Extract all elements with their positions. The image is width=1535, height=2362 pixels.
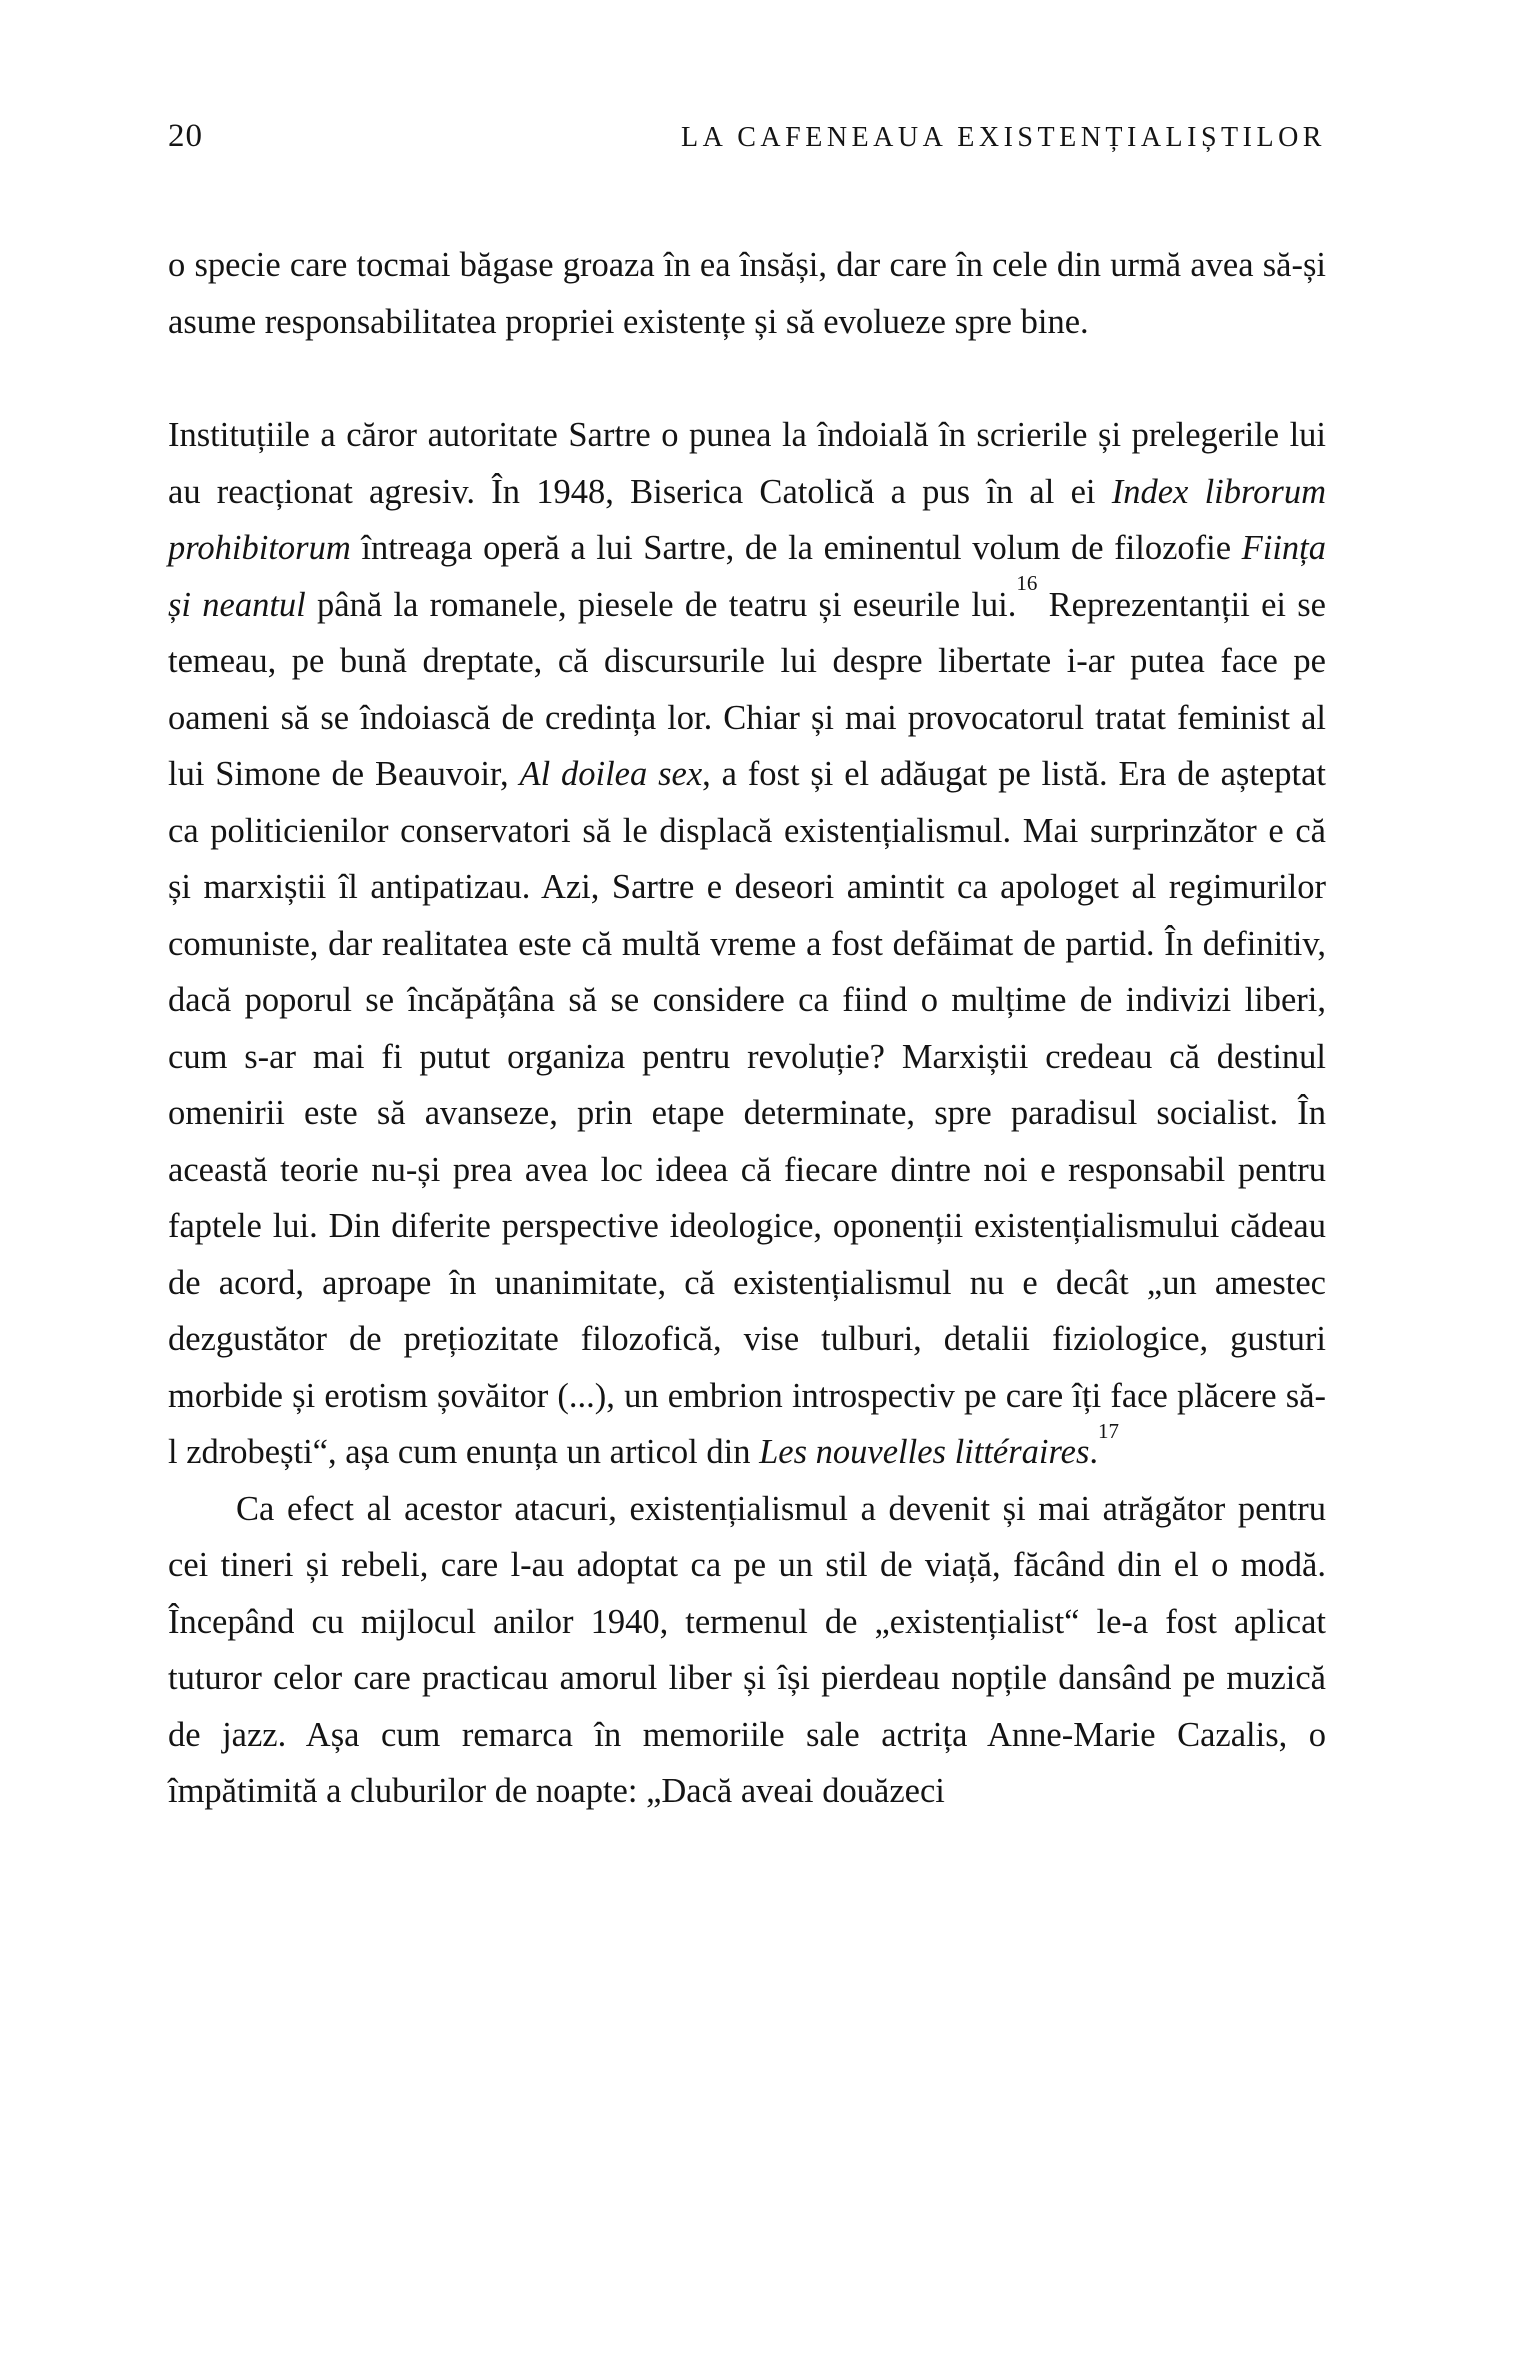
work-title-italic: Index librorum prohibitorum [168,472,1326,567]
page-body [168,237,1326,1820]
text-run: o specie care tocmai băgase groaza în ea însăși, dar care în cele din urmă avea să-și asume responsabilitatea propriei existențe și să evolueze spre bine. [168,246,1326,341]
work-title-italic: Les nouvelles littéraires [759,1433,1090,1471]
page-number: 20 [168,118,203,154]
text-run: întreaga operă a lui Sartre, de la eminentul volum de filozofie [350,529,1242,567]
text-run: Instituțiile a căror autoritate Sartre o punea la îndoială în scrierile și prelegerile lui au reacționat agresiv. În 1948, Biserica Catolică a pus în al ei [168,416,1326,511]
text-run: până la romanele, piesele de teatru și eseurile lui. [305,585,1017,624]
body-paragraph [168,237,1326,350]
body-paragraph [168,1481,1326,1820]
text-run: Ca efect al acestor atacuri, existențialismul a devenit și mai atrăgător pentru cei tineri și rebeli, care l-au adoptat ca pe un stil de viață, făcând din el o modă. Începând cu mijlocul anilor 1940, termenul de „existențialist“ le-a fost aplicat tuturor celor care practicau amorul liber și își pierdeau nopțile dansând pe muzică de jazz. Așa cum remarca în memoriile sale actrița Anne-Marie Cazalis, o împătimită a cluburilor de noapte: „Dacă aveai douăzeci [168,1489,1326,1810]
text-run: Reprezentanții ei se temeau, pe bună dreptate, că discursurile lui despre libertate i-ar putea face pe oameni să se îndoiască de credința lor. Chiar și mai provocatorul tratat feminist al lui Simone de Beauvoir, [168,585,1326,793]
footnote-reference: 16 [1016,571,1038,595]
footnote-reference: 17 [1098,1418,1119,1443]
running-head-title: LA CAFENEAUA EXISTENȚIALIȘTILOR [680,122,1326,153]
work-title-italic: Ființa și neantul [168,529,1326,624]
running-header [168,118,1326,155]
text-run: , a fost și el adăugat pe listă. Era de așteptat ca politicienilor conservatori să le displacă existențialismul. Mai surprinzător e că și marxiștii îl antipatizau. Azi, Sartre e deseori amintit ca apologet al regimurilor comuniste, dar realitatea este că multă vreme a fost defăimat de partid. În definitiv, dacă poporul se încăpățâna să se considere ca fiind o mulțime de indivizi liberi, cum s-ar mai fi putut organiza pentru revoluție? Marxiștii credeau că destinul omenirii este să avanseze, prin etape determinate, spre paradisul socialist. În această teorie nu-și prea avea loc ideea că fiecare dintre noi e responsabil pentru faptele lui. Din diferite perspective ideologice, oponenții existențialismului cădeau de acord, aproape în unanimitate, că existențialismul nu e decât „un amestec dezgustător de prețiozitate filozofică, vise tulburi, detalii fiziologice, gusturi morbide și erotism șovăitor (...), un embrion introspectiv pe care îți face plăcere să-l zdrobești“, așa cum enunța un articol din [168,755,1326,1471]
work-title-italic: Al doilea sex [519,755,703,793]
text-run: . [1089,1433,1098,1471]
body-paragraph [168,407,1326,1481]
